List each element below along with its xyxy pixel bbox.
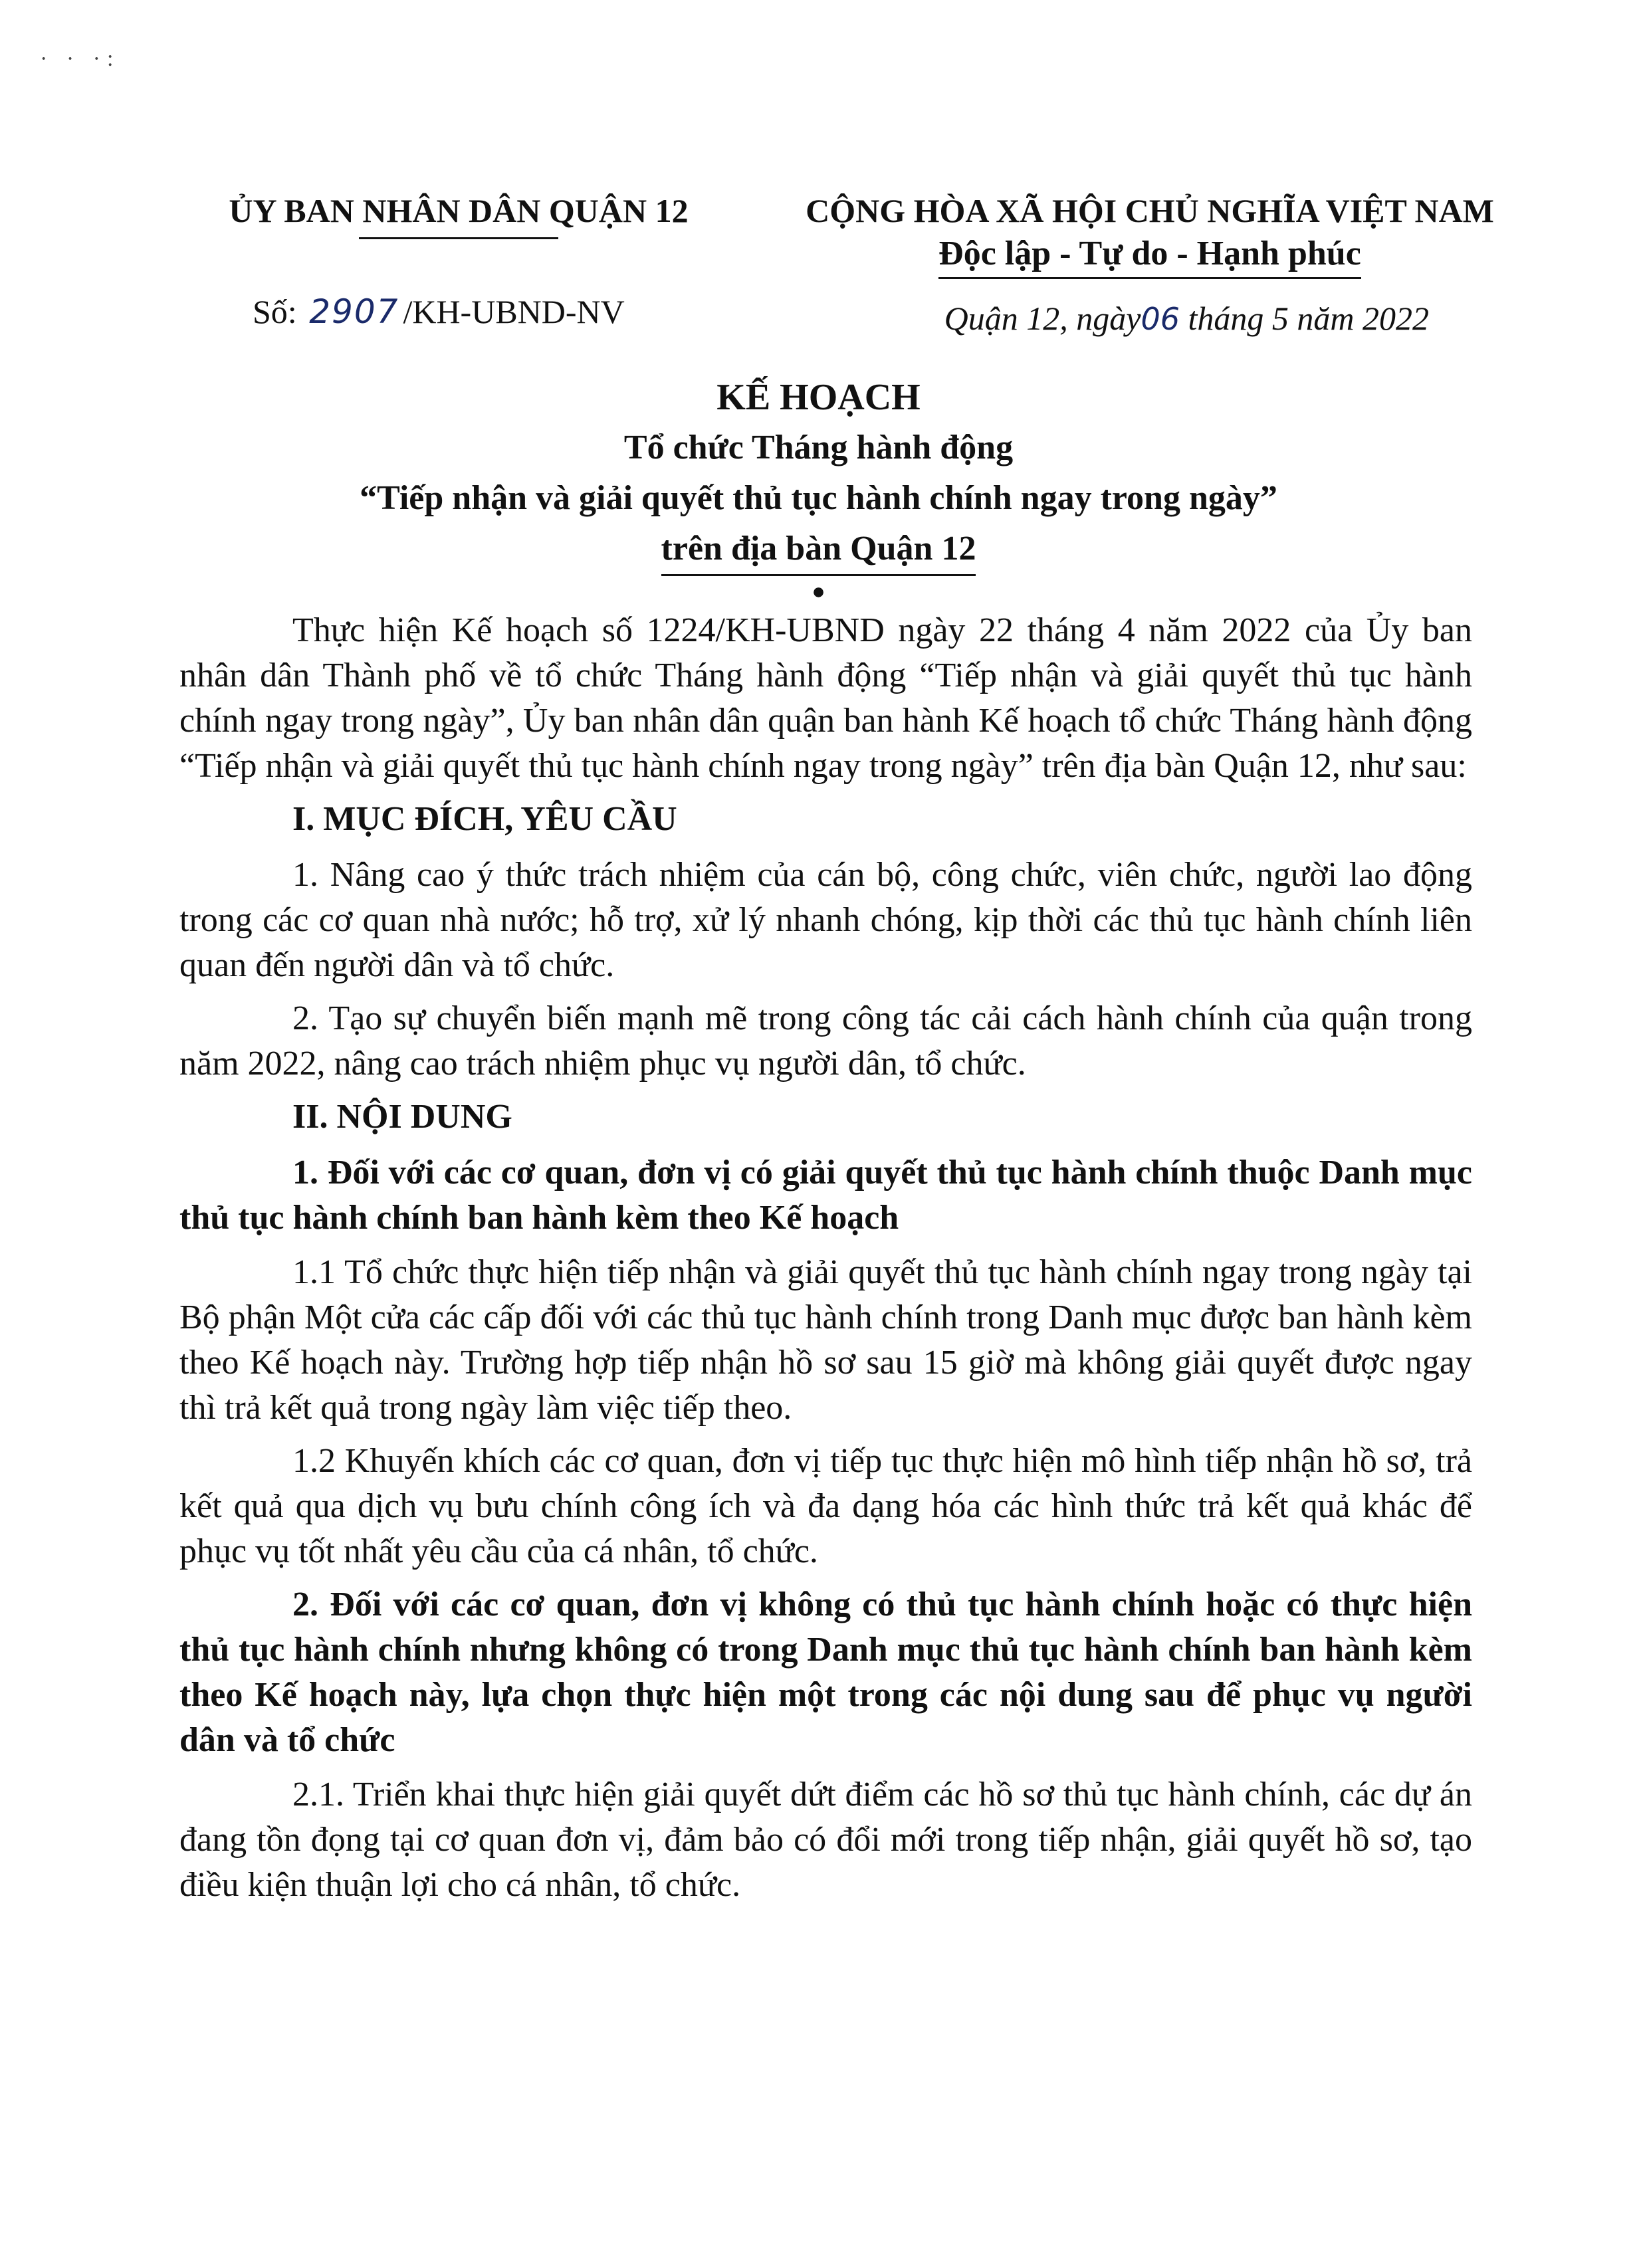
- title-bullet: ●: [812, 579, 825, 604]
- section-2-heading: II. NỘI DUNG: [292, 1098, 512, 1136]
- title-line-2: “Tiếp nhận và giải quyết thủ tục hành chính ngay trong ngày”: [360, 479, 1277, 517]
- section-1-heading: I. MỤC ĐÍCH, YÊU CẦU: [292, 800, 677, 838]
- agency-underline: [359, 237, 558, 239]
- document-type: KẾ HOẠCH: [716, 377, 921, 418]
- document-title-block: [133, 372, 1504, 605]
- scan-marks: · · ·:: [40, 47, 120, 71]
- document-number-handwritten: 2907: [309, 292, 399, 331]
- motto-underline: [938, 277, 1361, 279]
- section-2-subheading-2: 2. Đối với các cơ quan, đơn vị không có thủ tục hành chính hoặc có thực hiện thủ tục hành chính nhưng không có trong Danh mục thủ tục hành chính ban hành kèm theo Kế hoạch này, lựa chọn thực hiện một trong các nội dung sau để phục vụ người dân và tổ chức: [179, 1586, 1472, 1759]
- motto-text: Độc lập - Tự do - Hạnh phúc: [938, 235, 1361, 272]
- country-name: CỘNG HÒA XÃ HỘI CHỦ NGHĨA VIỆT NAM: [806, 192, 1494, 229]
- national-header-block: [751, 189, 1549, 279]
- date-line: [864, 299, 1429, 338]
- title-line-3: trên địa bàn Quận 12: [661, 524, 976, 576]
- date-suffix: tháng 5 năm 2022: [1180, 300, 1429, 337]
- section-1-item-1: 1. Nâng cao ý thức trách nhiệm của cán bộ, công chức, viên chức, người lao động trong các cơ quan nhà nước; hỗ trợ, xử lý nhanh chóng, kịp thời các thủ tục hành chính liên quan đến người dân và tổ chức.: [179, 856, 1472, 984]
- document-number-prefix: Số:: [253, 293, 297, 330]
- document-number-suffix: /KH-UBND-NV: [403, 293, 625, 330]
- document-number: [253, 292, 625, 331]
- date-day-handwritten: 06: [1141, 301, 1180, 337]
- section-2-item-1-1: 1.1 Tổ chức thực hiện tiếp nhận và giải quyết thủ tục hành chính ngay trong ngày tại Bộ phận Một cửa các cấp đối với các thủ tục hành chính trong Danh mục được ban hành kèm theo Kế hoạch này. Trường hợp tiếp nhận hồ sơ sau 15 giờ mà không giải quyết được ngay thì trả kết quả trong ngày làm việc tiếp theo.: [179, 1253, 1472, 1427]
- section-2-item-1-2: 1.2 Khuyến khích các cơ quan, đơn vị tiếp tục thực hiện mô hình tiếp nhận hồ sơ, trả kết quả qua dịch vụ bưu chính công ích và đa dạng hóa các hình thức trả kết quả khác để phục vụ tốt nhất yêu cầu của cá nhân, tổ chức.: [179, 1442, 1472, 1570]
- issuing-agency: ỦY BAN NHÂN DÂN QUẬN 12: [229, 192, 689, 229]
- section-1-item-2: 2. Tạo sự chuyển biến mạnh mẽ trong công tác cải cách hành chính của quận trong năm 2022, nâng cao trách nhiệm phục vụ người dân, tổ chức.: [179, 999, 1472, 1082]
- issuing-agency-block: [173, 189, 744, 239]
- document-body: [179, 608, 1472, 1916]
- section-2-item-2-1: 2.1. Triển khai thực hiện giải quyết dứt điểm các hồ sơ thủ tục hành chính, các dự án đang tồn đọng tại cơ quan đơn vị, đảm bảo có đổi mới trong tiếp nhận, giải quyết hồ sơ, tạo điều kiện thuận lợi cho cá nhân, tổ chức.: [179, 1776, 1472, 1904]
- date-prefix: Quận 12, ngày: [944, 300, 1141, 337]
- intro-paragraph: Thực hiện Kế hoạch số 1224/KH-UBND ngày 22 tháng 4 năm 2022 của Ủy ban nhân dân Thành phố về tổ chức Tháng hành động “Tiếp nhận và giải quyết thủ tục hành chính ngay trong ngày”, Ủy ban nhân dân quận ban hành Kế hoạch tổ chức Tháng hành động “Tiếp nhận và giải quyết thủ tục hành chính ngay trong ngày” trên địa bàn Quận 12, như sau:: [179, 611, 1472, 785]
- section-2-subheading-1: 1. Đối với các cơ quan, đơn vị có giải quyết thủ tục hành chính thuộc Danh mục thủ tục hành chính ban hành kèm theo Kế hoạch: [179, 1154, 1472, 1237]
- national-motto: [938, 232, 1361, 279]
- title-line-1: Tổ chức Tháng hành động: [623, 429, 1014, 466]
